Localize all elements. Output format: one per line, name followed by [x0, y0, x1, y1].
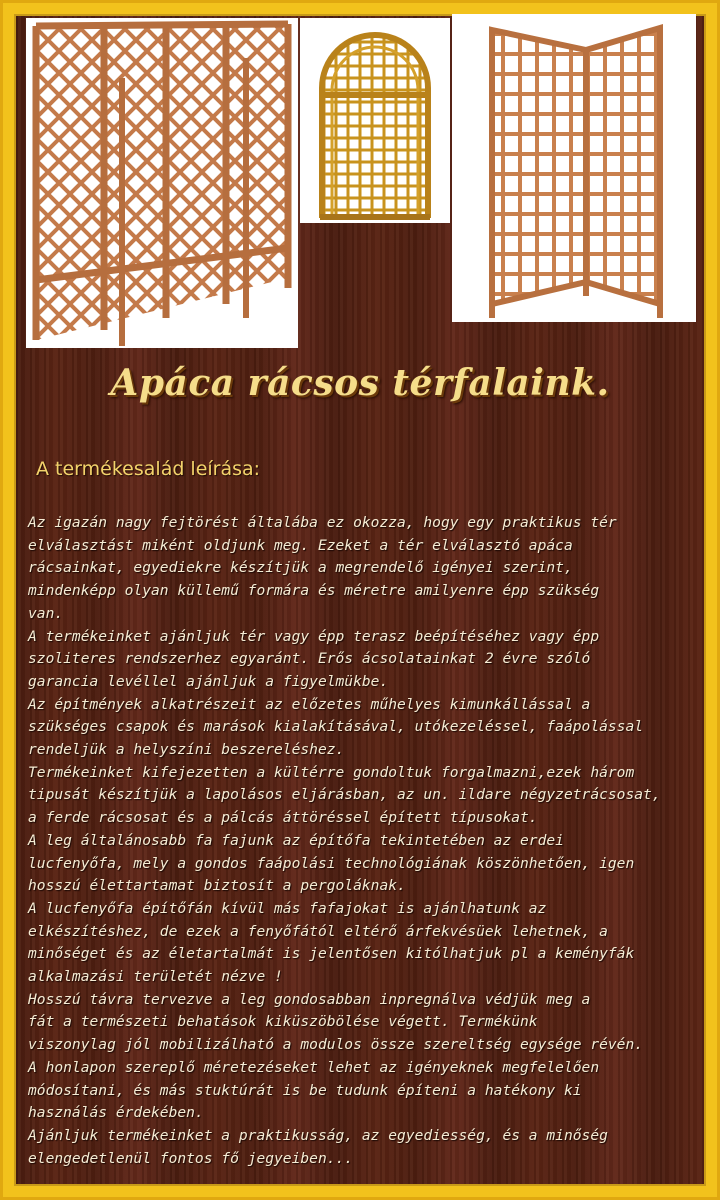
paragraph-3: Az építmények alkatrészeit az előzetes műhelyes kimunkállással a szükséges csapok és marások kialakításával, utókezeléssel, faápolással rendeljük a helyszíni beszereléshez. [28, 695, 644, 759]
paragraph-7: Hosszú távra tervezve a leg gondosabban inpregnálva védjük meg a fát a természeti behatások kiküszöbölése végett. Termékünk viszonylag jól mobilizálható a modulos össze szereltség egysége révén. [28, 990, 644, 1054]
arched-gate-illustration [300, 18, 450, 223]
paragraph-1: Az igazán nagy fejtörést általába ez okozza, hogy egy praktikus tér elválasztást miként oldjunk meg. Ezeket a tér elválasztó apáca rácsainkat, egyediekre készítjük a megrendelő igényei szerint, mindenképp olyan küllemű formára és méretre amilyenre épp szükség van. [28, 514, 617, 622]
diagonal-lattice-panels-image [26, 18, 298, 348]
paragraph-2: A termékeinket ajánljuk tér vagy épp terasz beépítéséhez vagy épp szoliteres rendszerhez egyaránt. Erős ácsolatainkat 2 évre szóló garancia levéllel ajánljuk a figyelmükbe. [28, 627, 600, 690]
description-text [28, 512, 704, 1170]
folding-screen-illustration [452, 14, 696, 322]
section-subtitle: A termékesalád leírása: [36, 458, 261, 480]
paragraph-5: A leg általánosabb fa fajunk az építőfa tekintetében az erdei lucfenyőfa, mely a gondos faápolási technológiának köszönhetően, igen hosszú élettartamat biztosít a pergoláknak. [28, 831, 635, 895]
square-lattice-folding-screen-image [452, 14, 696, 322]
paragraph-6: A lucfenyőfa építőfán kívül más fafajokat is ajánlhatunk az elkészítéshez, de ezek a fenyőfától eltérő árfekvésüek lehetnek, a minőséget és az életartalmát is jelentősen kitólhatjuk pl a keményfák alkalmazási területét nézve ! [28, 899, 635, 986]
page-title: Apáca rácsos térfalaink. [110, 362, 610, 404]
paragraph-9: Ajánljuk termékeinket a praktikusság, az egyediesség, és a minőség elengedetlenül fontos fő jegyeiben... [28, 1126, 608, 1167]
paragraph-4: Termékeinket kifejezetten a kültérre gondoltuk forgalmazni,ezek három tipusát készítjük a lapolásos eljárásban, az un. ildare négyzetrácsosat, a ferde rácsosat és a pálcás áttöréssel épített típusokat. [28, 763, 661, 827]
diagonal-lattice-illustration [26, 18, 298, 348]
paragraph-8: A honlapon szereplő méretezéseket lehet az igényeknek megfelelően módosítani, és más stuktúrát is be tudunk építeni a hatékony ki használás érdekében. [28, 1058, 600, 1122]
arched-lattice-gate-image [300, 18, 450, 223]
